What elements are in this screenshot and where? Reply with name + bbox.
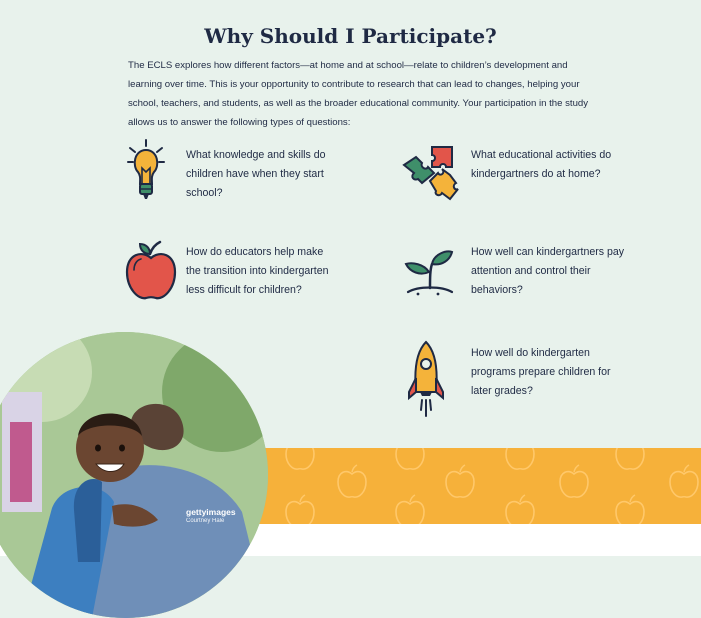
getty-watermark	[186, 508, 236, 526]
rocket-icon	[406, 340, 446, 418]
question-attention-control: How well can kindergartners pay attention and control their behaviors?	[471, 246, 625, 296]
watermark-brand: gettyimages	[186, 507, 236, 517]
page-title: Why Should I Participate?	[204, 24, 497, 48]
sprout-icon	[404, 248, 456, 296]
lightbulb-icon	[126, 138, 166, 204]
watermark-credit: Courtney Hale	[186, 518, 225, 524]
question-program-preparation: How well do kindergarten programs prepare children for later grades?	[471, 347, 611, 397]
puzzle-pieces-icon	[400, 143, 460, 203]
apple-icon	[124, 240, 178, 302]
intro-paragraph: The ECLS explores how different factors—at home and at school—relate to children’s development and learning over time. This is your opportunity to contribute to research that can lead to changes, helping your school, teachers, and students, as well as the broader educational community. Your participation in the study allows us to answer the following types of questions:	[128, 60, 589, 128]
parent-child-hug-illustration	[0, 332, 268, 618]
question-educational-activities: What educational activities do kindergartners do at home?	[471, 149, 612, 180]
question-knowledge-skills: What knowledge and skills do children have when they start school?	[186, 149, 326, 199]
question-educators-transition: How do educators help make the transition into kindergarten less difficult for children?	[186, 246, 329, 296]
family-photo	[0, 332, 268, 618]
